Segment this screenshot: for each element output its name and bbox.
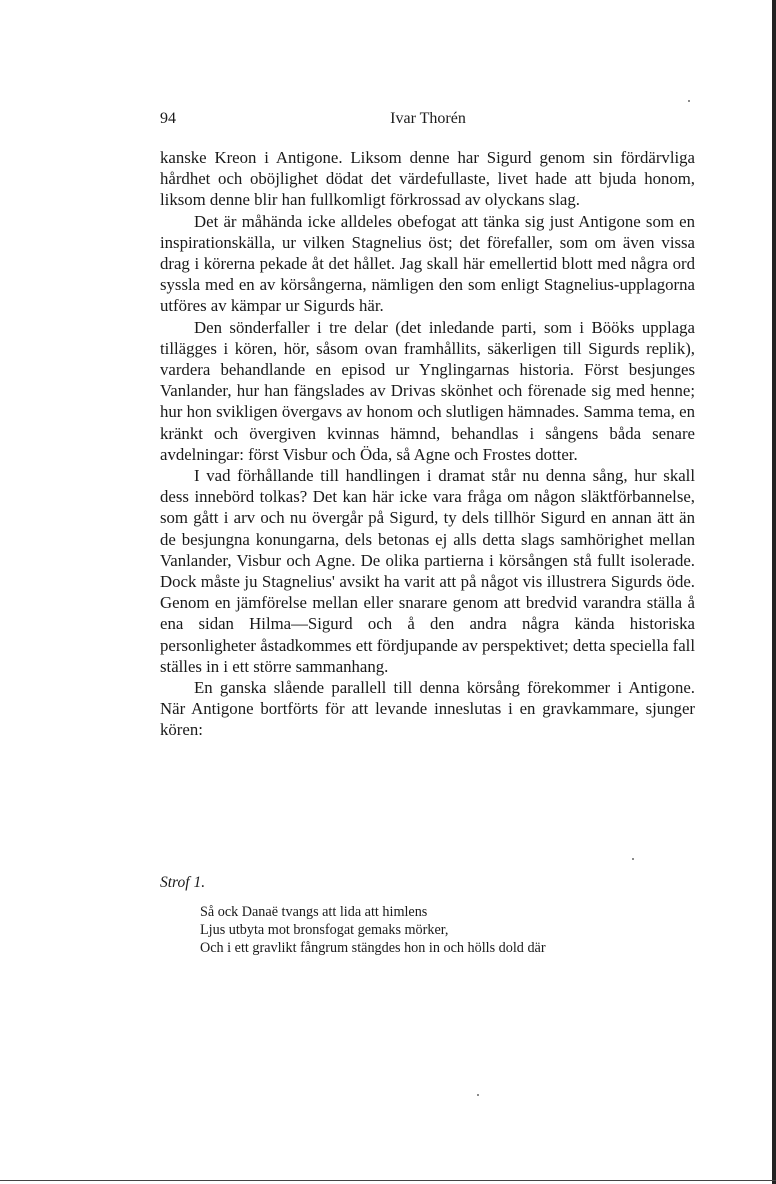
paragraph: Det är måhända icke alldeles obefogat att tänka sig just Antigone som en inspirationskälla, ur vilken Stagnelius öst; det förefaller, som om även vissa drag i körerna pekade åt det hållet. Jag skall här emellertid blott med några ord syssla med en av körsångerna, nämligen den som enligt Stagnelius-upplagorna utföres av kämpar ur Sigurds här. [160, 211, 695, 316]
paragraph: Den sönderfaller i tre delar (det inledande parti, som i Bööks upplaga tillägges i kören, hör, såsom ovan framhållits, säkerligen till Sigurds replik), vardera behandlande en episod ur Ynglingarnas historia. Först besjunges Vanlander, hur han fängslades av Drivas skönhet och förenade sig med henne; hur hon svikligen övergavs av honom och slutligen hämnades. Samma tema, en kränkt och övergiven kvinnas hämnd, behandlas i sångens båda senare avdelningar: först Visbur och Öda, så Agne och Frostes dotter. [160, 317, 695, 464]
page-edge-bottom [0, 1180, 776, 1181]
paragraph: I vad förhållande till handlingen i dramat står nu denna sång, hur skall dess innebörd tolkas? Det kan här icke vara fråga om någon släktförbannelse, som gått i arv och nu övergår på Sigurd, ty dels tillhör Sigurd en annan ätt än de besjungna konungarna, dels betonas ej alls detta slags samhörighet mellan Vanlander, Visbur och Agne. De olika partierna i körsången stå fullt isolerade. Dock måste ju Stagnelius' avsikt ha varit att på något vis illustrera Sigurds öde. Genom en jämförelse mellan eller snarare genom att bredvid varandra ställa å ena sidan Hilma—Sigurd och å den andra några kända historiska personligheter åstadkommes ett fördjupande av perspektivet; detta speciella fall ställes in i ett större sammanhang. [160, 466, 695, 676]
strophe-title: Strof 1. [160, 874, 206, 891]
running-head: Ivar Thorén [390, 110, 466, 127]
page-number: 94 [160, 110, 176, 127]
scan-speck [477, 1094, 479, 1096]
paragraph: En ganska slående parallell till denna körsång förekommer i Antigone. När Antigone bortförts för att levande inneslutas i en gravkammare, sjunger kören: [160, 678, 695, 740]
verse-block [200, 904, 700, 957]
page-header [160, 110, 696, 134]
scan-speck [632, 858, 634, 860]
page-edge-right [772, 0, 776, 1184]
verse-line: Ljus utbyta mot bronsfogat gemaks mörker, [200, 921, 449, 938]
paragraph: kanske Kreon i Antigone. Liksom denne har Sigurd genom sin fördärvliga hårdhet och oböjlighet dödat det värdefullaste, livet hade att bjuda honom, liksom denne blir han fullkomligt förkrossad av olyckans slag. [160, 148, 695, 210]
verse-line: Så ock Danaë tvangs att lida att himlens [200, 904, 428, 920]
body-text [160, 147, 695, 741]
scan-speck [688, 100, 690, 102]
verse-line: Och i ett gravlikt fångrum stängdes hon in och hölls dold där [200, 939, 546, 956]
